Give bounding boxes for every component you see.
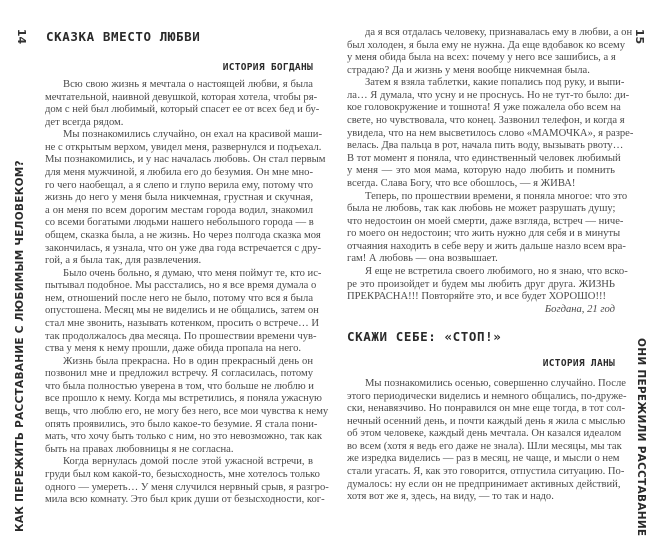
- text-line: ски, ненавязчиво. Но понравился он мне еще тогда, в тот сол-: [347, 403, 625, 415]
- text-line: груди был ком какой-то, безысходность, мне хотелось только: [45, 468, 320, 480]
- text-line: вещь, что люблю его, не могу без него, все мои чувства к нему: [45, 406, 329, 418]
- text-line: так продолжалось два месяца. По прошествии времени чув-: [45, 330, 317, 342]
- text-line: был холоден, я была ему не нужна. Да еще вдобавок ко всему: [347, 39, 626, 51]
- text-line: В тот момент я поняла, что единственный человек любимый: [347, 152, 621, 164]
- body-text: [347, 27, 634, 316]
- text-line: гой, а я была так, для развлечения.: [45, 255, 202, 267]
- paragraph: [45, 456, 329, 506]
- text-line: позвонил мне и предложил встречу. Я согласилась, потому: [45, 368, 313, 380]
- page-number: 15: [633, 28, 647, 45]
- text-line: увидела, что на нем высветилось слово «МАМОЧКА», я разре-: [347, 127, 634, 139]
- text-line: мила всю комнату. Это был крик души от безысходности, ког-: [45, 494, 325, 506]
- text-line: велась. Два пальца в рот, начала пить воду, вызывать рвоту…: [347, 140, 624, 152]
- running-head: КАК ПЕРЕЖИТЬ РАССТАВАНИЕ С ЛЮБИМЫМ ЧЕЛОВЕКОМ?: [14, 160, 26, 532]
- paragraph: [45, 129, 326, 267]
- text-line: дет всегда рядом.: [45, 116, 124, 128]
- text-line: хотя вот же я, здесь, на виду, — то так и надо.: [347, 491, 554, 503]
- text-line: одного — умереть… У меня случился нервный срыв, я разгро-: [45, 481, 329, 493]
- text-line: этого периодически виделись и немного общались, по-друже-: [347, 390, 627, 402]
- paragraph: [347, 190, 628, 266]
- text-line: жизнь до него у меня была никчемная, грустная и скучная,: [45, 192, 313, 204]
- text-line: быть на правах любовницы я не согласна.: [45, 443, 234, 455]
- text-line: у меня обида была на всех: почему у него все зашибись, а я: [347, 52, 616, 64]
- text-line: со всеми богатыми людьми нашего небольшого города — в: [45, 217, 314, 229]
- text-line: что недостоин он моей смерти, даже взгляда, встреч — ниче-: [347, 215, 624, 227]
- text-line: отчаяния находить в себе веру и жить дальше назло всем вра-: [347, 240, 626, 252]
- body-text: [45, 79, 329, 507]
- text-line: Теперь, по прошествии времени, я поняла многое: что это: [365, 190, 628, 202]
- chapter-title: СКАЗКА ВМЕСТО ЛЮБВИ: [46, 29, 201, 44]
- text-line: стали угасать. Я, как это говорится, отпустила ситуацию. По-: [347, 466, 625, 478]
- text-line: а он меня по всем дорогим местам города водил, знакомил: [45, 204, 313, 216]
- text-line: что была полностью уверена в том, что больше не люблю и: [45, 380, 314, 392]
- text-line: Я еще не встретила своего любимого, но я знаю, что вско-: [365, 265, 628, 277]
- paragraph: [347, 27, 633, 77]
- text-line: кое головокружение и тошнота! Я уже пожалела обо всем на: [347, 102, 621, 114]
- running-head: ОНИ ПЕРЕЖИЛИ РАССТАВАНИЕ: [635, 338, 647, 537]
- text-line: мечтательной, наивной девушкой, которая хотела, чтобы ря-: [45, 91, 318, 103]
- section-title: СКАЖИ СЕБЕ: «СТОП!»: [347, 329, 502, 344]
- signature: Богдана, 21 год: [544, 303, 615, 315]
- text-line: Мы познакомились случайно, он ехал на красивой маши-: [63, 129, 323, 141]
- text-line: была не любовь, так как любовь не может разрушать душу;: [347, 203, 616, 215]
- paragraph: [347, 378, 627, 504]
- paragraph: [45, 267, 322, 356]
- story-subtitle: ИСТОРИЯ БОГДАНЫ: [222, 62, 313, 73]
- text-line: гам! А любовь — она возвышает.: [347, 253, 498, 265]
- right-page: [329, 0, 658, 540]
- text-line: мать, что хочу быть только с ним, но это невозможно, так как: [45, 431, 323, 443]
- text-line: закончилась, я узнала, что он уже два года встречается с дру-: [45, 242, 322, 254]
- story-subtitle: ИСТОРИЯ ЛАНЫ: [542, 358, 615, 369]
- text-line: об этом человеке, каждый день мечтала. Он казался идеалом: [347, 428, 622, 440]
- text-line: Затем я взяла таблетки, какие попались под руку, и выпи-: [365, 77, 625, 89]
- text-line: го моего он недостоин; что жить нужно для себя и в минуты: [347, 228, 621, 240]
- text-line: для меня мужчиной, я любила его до безумия. Он мне мно-: [45, 167, 313, 179]
- text-line: же изредка виделись — раз в месяц, не чаще, и мысли о нем: [347, 453, 620, 465]
- text-line: думалось: ну если он не предпринимает активных действий,: [347, 478, 621, 490]
- text-line: не с открытым верхом, увидел меня, развернулся и подъехал.: [45, 141, 322, 153]
- text-line: опустошена. Месяц мы не виделись и не общались, затем он: [45, 305, 319, 317]
- text-line: нем, отношений после него не было, потому что вся я была: [45, 292, 314, 304]
- text-line: всегда. Слава Богу, что все обошлось, — я ЖИВА!: [347, 177, 576, 189]
- paragraph: [45, 355, 329, 457]
- text-line: опять проявились, это было какое-то безумие. Я стала пони-: [45, 418, 318, 430]
- text-line: ла… Я думала, что усну и не проснусь. Но не тут-то было: ди-: [347, 89, 630, 101]
- paragraph: [45, 79, 320, 129]
- text-line: Мы познакомились осенью, совершенно случайно. После: [365, 378, 626, 389]
- paragraph: [347, 77, 634, 190]
- text-line: пытывал подобное. Мы расстались, но я все время думала о: [45, 280, 317, 292]
- text-line: свете, но чувствовала, что конец. Зазвонил телефон, и когда я: [347, 115, 625, 127]
- text-line: во всем (хотя я ведь его даже не знала). Шли месяцы, мы так: [347, 440, 622, 452]
- body-text: [347, 378, 627, 504]
- text-line: стал мне звонить, называть котенком, просить о встрече… И: [45, 317, 319, 329]
- text-line: Было очень больно, я думаю, что меня поймут те, кто ис-: [63, 267, 322, 279]
- paragraph: [347, 265, 628, 304]
- text-line: Жизнь была прекрасна. Но в один прекрасный день он: [63, 355, 313, 367]
- text-line: да я вся отдалась человеку, признавалась ему в любви, а он: [365, 27, 633, 38]
- text-line: Мы познакомились, и у нас началась любовь. Он стал первым: [45, 154, 326, 166]
- text-line: ре это произойдет и будем мы любить друг друга. ЖИЗНЬ: [347, 278, 615, 290]
- text-line: дом с ней был любимый, который спасет ее от всех бед и бу-: [45, 104, 320, 116]
- text-line: все прошло к нему. Когда мы встретились, я поняла ужасную: [45, 393, 322, 405]
- text-line: страдаю? Да и жизнь у меня вообще никчемная была.: [347, 64, 590, 76]
- text-line: ПРЕКРАСНА!!! Повторяйте это, и все будет ХОРОШО!!!: [347, 291, 607, 303]
- text-line: общем, сказка была, а не жизнь. Но через полгода сказка моя: [45, 229, 321, 241]
- text-line: го чего наобещал, а я слепо и глупо верила ему, потому что: [45, 179, 313, 191]
- text-line: ства у меня к нему прошли, даже обида пропала на него.: [45, 343, 302, 355]
- text-line: Когда вернулась домой после этой ужасной встречи, в: [63, 456, 313, 468]
- text-line: у меня — это моя мама, которую надо любить и помнить: [347, 165, 615, 177]
- text-line: Всю свою жизнь я мечтала о настоящей любви, я была: [63, 79, 313, 90]
- page-number: 14: [15, 28, 29, 45]
- text-line: нечный осенний день, и почти каждый день я жила с мыслью: [347, 415, 626, 427]
